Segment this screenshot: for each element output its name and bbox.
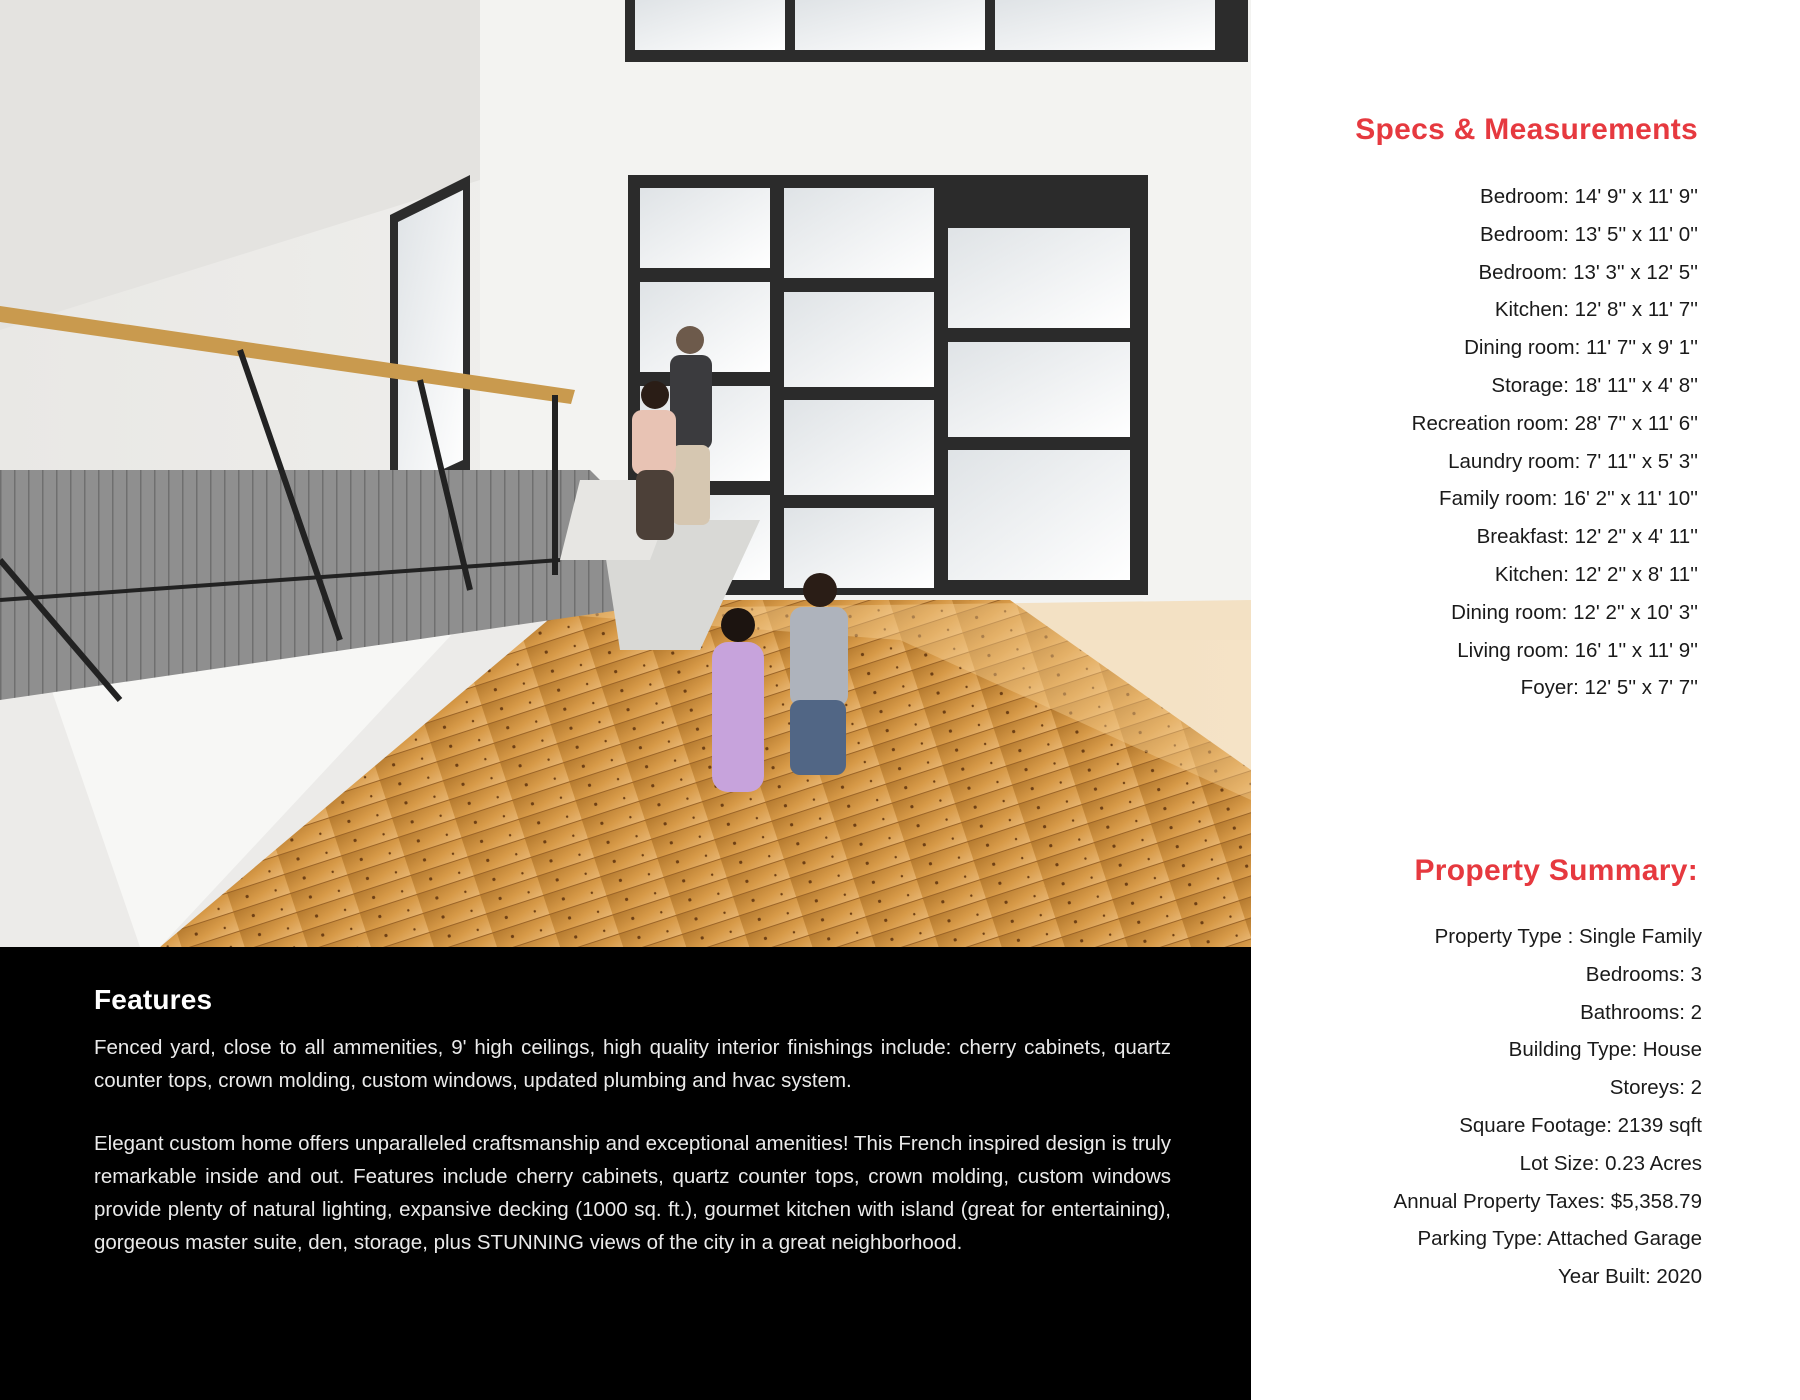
summary-item: Lot Size: 0.23 Acres bbox=[1519, 1151, 1702, 1175]
spec-item: Kitchen: 12' 8'' x 11' 7'' bbox=[1494, 298, 1698, 322]
spec-item: Dining room: 11' 7'' x 9' 1'' bbox=[1464, 336, 1698, 360]
spec-item: Kitchen: 12' 2'' x 8' 11'' bbox=[1494, 562, 1698, 586]
spec-item: Family room: 16' 2'' x 11' 10'' bbox=[1439, 487, 1698, 511]
spec-item: Living room: 16' 1'' x 11' 9'' bbox=[1457, 638, 1698, 662]
specs-title: Specs & Measurements bbox=[1355, 113, 1698, 146]
spec-item: Bedroom: 13' 5'' x 11' 0'' bbox=[1480, 222, 1698, 246]
summary-item: Year Built: 2020 bbox=[1558, 1265, 1702, 1289]
features-paragraph-2: Elegant custom home offers unparalleled craftsmanship and exceptional amenities! This French inspired design is truly remarkable inside and out. Features include cherry cabinets, quartz counter tops, crown molding, custom windows provide plenty of natural lighting, expansive decking (1000 sq. ft.), gourmet kitchen with island (great for entertaining), gorgeous master suite, den, storage, plus STUNNING views of the city in a great neighborhood. bbox=[94, 1132, 1171, 1254]
summary-item: Property Type : Single Family bbox=[1434, 925, 1702, 948]
features-title: Features bbox=[94, 984, 213, 1015]
summary-item: Bathrooms: 2 bbox=[1580, 1000, 1702, 1024]
summary-item: Parking Type: Attached Garage bbox=[1417, 1227, 1702, 1251]
summary-item: Storeys: 2 bbox=[1609, 1076, 1702, 1100]
spec-item: Breakfast: 12' 2'' x 4' 11'' bbox=[1476, 525, 1698, 549]
spec-item: Recreation room: 28' 7'' x 11' 6'' bbox=[1411, 411, 1698, 435]
spec-item: Laundry room: 7' 11'' x 5' 3'' bbox=[1448, 449, 1698, 473]
spec-item: Bedroom: 14' 9'' x 11' 9'' bbox=[1480, 185, 1698, 208]
spec-item: Foyer: 12' 5'' x 7' 7'' bbox=[1520, 676, 1698, 700]
summary-list bbox=[1394, 918, 1702, 1296]
spec-item: Storage: 18' 11'' x 4' 8'' bbox=[1491, 373, 1698, 397]
features-paragraph-1: Fenced yard, close to all ammenities, 9' high ceilings, high quality interior finishings include: cherry cabinets, quartz counter tops, crown molding, custom windows, updated plumbing and hvac system. bbox=[94, 1036, 1171, 1092]
summary-item: Annual Property Taxes: $5,358.79 bbox=[1393, 1189, 1702, 1213]
summary-item: Square Footage: 2139 sqft bbox=[1459, 1113, 1702, 1137]
features-panel bbox=[0, 947, 1251, 1400]
interior-staircase-photo-icon bbox=[0, 0, 1251, 947]
summary-item: Bedrooms: 3 bbox=[1585, 962, 1702, 986]
spec-item: Dining room: 12' 2'' x 10' 3'' bbox=[1451, 600, 1698, 624]
summary-title: Property Summary: bbox=[1414, 854, 1698, 887]
interior-photo bbox=[0, 0, 1251, 947]
spec-item: Bedroom: 13' 3'' x 12' 5'' bbox=[1478, 260, 1698, 284]
summary-item: Building Type: House bbox=[1508, 1038, 1702, 1062]
specs-list bbox=[1412, 178, 1698, 707]
